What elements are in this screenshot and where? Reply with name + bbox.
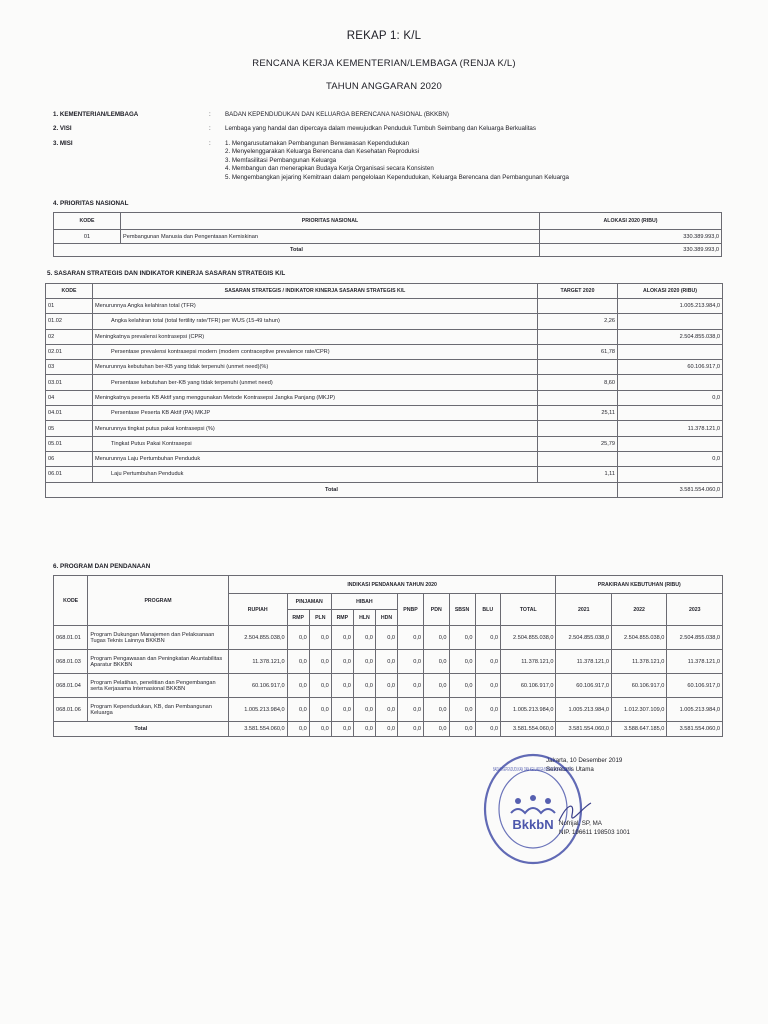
table-row [46,329,723,344]
cell-kode: 068.01.01 [54,626,88,650]
cell-2021: 1.005.213.984,0 [556,698,611,722]
cell-alokasi: 0,0 [618,390,723,405]
table-row [54,230,722,244]
cell-program: Program Pengawasan dan Peningkatan Akuntabilitas Aparatur BKKBN [88,650,228,674]
col-indikasi: INDIKASI PENDANAAN TAHUN 2020 [228,576,556,594]
cell-alokasi [618,406,723,421]
cell-kode: 01.02 [46,314,93,329]
cell-target: 25,79 [538,436,618,451]
cell-hln: 0,0 [353,722,375,737]
cell-kode: 01 [46,299,93,314]
field-value-visi: Lembaga yang handal dan dipercaya dalam mewujudkan Penduduk Tumbuh Seimbang dan Keluarga Berkualitas [225,125,536,132]
misi-list [225,140,569,182]
cell-2023: 3.581.554.060,0 [667,722,723,737]
col-pinjaman: PINJAMAN [287,594,331,610]
cell-alokasi: 330.389.993,0 [540,230,722,244]
table-row [46,360,723,375]
cell-pnbp: 0,0 [398,722,424,737]
cell-hdn: 0,0 [375,698,397,722]
cell-indikator: Persentase Peserta KB Aktif (PA) MKJP [93,406,538,421]
cell-alokasi [618,375,723,390]
cell-hln: 0,0 [353,626,375,650]
cell-rupiah: 2.504.855.038,0 [228,626,287,650]
col-pnbp: PNBP [398,594,424,626]
cell-target: 2,26 [538,314,618,329]
cell-target: 8,60 [538,375,618,390]
cell-total: 60.106.917,0 [501,674,556,698]
cell-pdn: 0,0 [424,698,450,722]
col-kode: KODE [54,576,88,626]
cell-pnbp: 0,0 [398,650,424,674]
total-row [54,244,722,257]
official-stamp [471,749,601,869]
cell-alokasi: 11.378.121,0 [618,421,723,436]
signature-icon [559,803,591,821]
cell-2022: 60.106.917,0 [611,674,666,698]
bkkbn-logo-icon [511,795,555,813]
cell-rmp: 0,0 [287,626,309,650]
cell-hln: 0,0 [353,698,375,722]
table-row [46,299,723,314]
cell-indikator: Persentase prevalensi kontrasepsi modern (modern contraceptive prevalence rate/CPR) [93,344,538,359]
field-label-kl: 1. KEMENTERIAN/LEMBAGA [53,111,139,118]
cell-2021: 3.581.554.060,0 [556,722,611,737]
total-label: Total [46,482,618,497]
cell-pdn: 0,0 [424,650,450,674]
col-pln: PLN [309,610,331,626]
col-sasaran: SASARAN STRATEGIS / INDIKATOR KINERJA SASARAN STRATEGIS K/L [93,284,538,299]
cell-blu: 0,0 [475,698,501,722]
cell-alokasi [618,314,723,329]
table-row [46,451,723,466]
cell-pln: 0,0 [309,626,331,650]
cell-2021: 11.378.121,0 [556,650,611,674]
page-title: REKAP 1: K/L [346,30,422,42]
misi-item: 4. Membangun dan menerapkan Budaya Kerja Organisasi secara Konsisten [225,165,434,173]
col-prioritas: PRIORITAS NASIONAL [121,213,540,230]
col-sbsn: SBSN [449,594,475,626]
table-row [46,375,723,390]
col-kode: KODE [54,213,121,230]
cell-kode: 04.01 [46,406,93,421]
cell-2022: 11.378.121,0 [611,650,666,674]
col-total: TOTAL [501,594,556,626]
cell-kode: 068.01.04 [54,674,88,698]
cell-indikator: Tingkat Putus Pakai Kontrasepsi [93,436,538,451]
total-value: 3.581.554.060,0 [618,482,723,497]
cell-pdn: 0,0 [424,626,450,650]
cell-pln: 0,0 [309,698,331,722]
cell-indikator: Angka kelahiran total (total fertility rate/TFR) per WUS (15-49 tahun) [93,314,538,329]
col-hibah: HIBAH [331,594,397,610]
misi-item: 3. Memfasilitasi Pembangunan Keluarga [225,156,337,164]
cell-rupiah: 1.005.213.984,0 [228,698,287,722]
cell-total: 3.581.554.060,0 [501,722,556,737]
cell-kode: 04 [46,390,93,405]
cell-kode: 02 [46,329,93,344]
cell-rmp-hibah: 0,0 [331,650,353,674]
cell-total: 11.378.121,0 [501,650,556,674]
cell-target [538,299,618,314]
table-row [54,698,723,722]
cell-sasaran: Menurunnya tingkat putus pakai kontrasepsi (%) [93,421,538,436]
section-4-title: 4. PRIORITAS NASIONAL [53,200,129,207]
cell-kode: 05.01 [46,436,93,451]
cell-hdn: 0,0 [375,722,397,737]
table-row [46,390,723,405]
cell-2021: 60.106.917,0 [556,674,611,698]
cell-alokasi [618,436,723,451]
total-row [54,722,723,737]
sign-name: Nofrijal, SP, MA [559,820,602,827]
cell-pnbp: 0,0 [398,674,424,698]
cell-pdn: 0,0 [424,674,450,698]
cell-sbsn: 0,0 [449,650,475,674]
stamp-logo-text: BkkbN [512,817,554,832]
table-row [54,626,723,650]
section-5-title: 5. SASARAN STRATEGIS DAN INDIKATOR KINERJA SASARAN STRATEGIS K/L [47,270,286,277]
cell-rupiah: 3.581.554.060,0 [228,722,287,737]
cell-indikator: Persentase kebutuhan ber-KB yang tidak terpenuhi (unmet need) [93,375,538,390]
cell-sbsn: 0,0 [449,722,475,737]
cell-alokasi [618,344,723,359]
cell-rmp: 0,0 [287,650,309,674]
sign-place-date: Jakarta, 10 Desember 2019 [546,757,623,764]
col-target: TARGET 2020 [538,284,618,299]
col-2023: 2023 [667,594,723,626]
cell-target: 61,78 [538,344,618,359]
cell-kode: 05 [46,421,93,436]
cell-hdn: 0,0 [375,626,397,650]
col-rupiah: RUPIAH [228,594,287,626]
table-row [54,650,723,674]
total-value: 330.389.993,0 [540,244,722,257]
col-hdn: HDN [375,610,397,626]
col-alokasi: ALOKASI 2020 (RIBU) [540,213,722,230]
cell-2023: 1.005.213.984,0 [667,698,723,722]
table-row [46,314,723,329]
cell-rmp-hibah: 0,0 [331,698,353,722]
col-prakiraan: PRAKIRAAN KEBUTUHAN (RIBU) [556,576,723,594]
cell-sbsn: 0,0 [449,698,475,722]
cell-rmp-hibah: 0,0 [331,626,353,650]
col-rmp-hibah: RMP [331,610,353,626]
cell-kode: 068.01.03 [54,650,88,674]
cell-hdn: 0,0 [375,650,397,674]
cell-rupiah: 60.106.917,0 [228,674,287,698]
stamp-text: BADAN KEPENDUDUKAN DAN KELUARGA BERENCANA NASIONAL [493,767,573,773]
cell-2022: 3.588.647.185,0 [611,722,666,737]
field-colon: : [209,125,211,132]
col-alokasi: ALOKASI 2020 (RIBU) [618,284,723,299]
cell-sasaran: Meningkatnya prevalensi kontrasepsi (CPR) [93,329,538,344]
cell-target: 25,11 [538,406,618,421]
col-kode: KODE [46,284,93,299]
cell-sbsn: 0,0 [449,626,475,650]
field-value-kl: BADAN KEPENDUDUKAN DAN KELUARGA BERENCANA NASIONAL (BKKBN) [225,111,449,118]
col-rmp: RMP [287,610,309,626]
col-blu: BLU [475,594,501,626]
col-2021: 2021 [556,594,611,626]
sasaran-table [45,283,723,498]
field-label-visi: 2. VISI [53,125,72,132]
cell-hln: 0,0 [353,674,375,698]
cell-kode: 01 [54,230,121,244]
field-label-misi: 3. MISI [53,140,73,147]
cell-2022: 2.504.855.038,0 [611,626,666,650]
cell-alokasi: 1.005.213.984,0 [618,299,723,314]
cell-pnbp: 0,0 [398,698,424,722]
misi-item: 2. Menyelenggarakan Keluarga Berencana dan Kesehatan Reproduksi [225,148,420,156]
cell-hdn: 0,0 [375,674,397,698]
field-colon: : [209,111,211,118]
cell-alokasi: 0,0 [618,451,723,466]
cell-kode: 03 [46,360,93,375]
total-label: Total [54,722,229,737]
cell-pnbp: 0,0 [398,626,424,650]
cell-target: 1,11 [538,467,618,482]
cell-rupiah: 11.378.121,0 [228,650,287,674]
cell-rmp: 0,0 [287,698,309,722]
cell-2022: 1.012.307.109,0 [611,698,666,722]
col-program: PROGRAM [88,576,228,626]
cell-kode: 06.01 [46,467,93,482]
cell-2023: 60.106.917,0 [667,674,723,698]
cell-2023: 11.378.121,0 [667,650,723,674]
cell-alokasi: 60.106.917,0 [618,360,723,375]
table-row [54,674,723,698]
field-colon: : [209,140,211,147]
cell-target [538,329,618,344]
cell-sasaran: Meningkatnya peserta KB Aktif yang menggunakan Metode Kontrasepsi Jangka Panjang (MKJP) [93,390,538,405]
cell-target [538,360,618,375]
sign-nip: NIP. 196611 198503 1001 [559,829,630,836]
col-2022: 2022 [611,594,666,626]
cell-kode: 02.01 [46,344,93,359]
cell-program: Program Kependudukan, KB, dan Pembangunan Keluarga [88,698,228,722]
cell-blu: 0,0 [475,722,501,737]
cell-2021: 2.504.855.038,0 [556,626,611,650]
cell-alokasi: 2.504.855.038,0 [618,329,723,344]
cell-total: 2.504.855.038,0 [501,626,556,650]
cell-target [538,390,618,405]
cell-blu: 0,0 [475,626,501,650]
cell-pln: 0,0 [309,674,331,698]
cell-2023: 2.504.855.038,0 [667,626,723,650]
cell-hln: 0,0 [353,650,375,674]
misi-item: 5. Mengembangkan jejaring Kemitraan dalam pengelolaan Kependudukan, Keluarga Berencana dan Pembangunan Keluarga [225,173,569,181]
cell-total: 1.005.213.984,0 [501,698,556,722]
cell-target [538,451,618,466]
col-hln: HLN [353,610,375,626]
cell-kode: 03.01 [46,375,93,390]
total-row [46,482,723,497]
program-table [53,575,723,737]
cell-blu: 0,0 [475,650,501,674]
cell-target [538,421,618,436]
cell-kode: 068.01.06 [54,698,88,722]
prioritas-table [53,212,722,257]
cell-sbsn: 0,0 [449,674,475,698]
section-6-title: 6. PROGRAM DAN PENDANAAN [53,563,151,570]
cell-indikator: Laju Pertumbuhan Penduduk [93,467,538,482]
cell-rmp: 0,0 [287,722,309,737]
cell-program: Program Dukungan Manajemen dan Pelaksanaan Tugas Teknis Lainnya BKKBN [88,626,228,650]
table-row [46,406,723,421]
sign-position: Sekretaris Utama [546,766,594,773]
page-subtitle: RENCANA KERJA KEMENTERIAN/LEMBAGA (RENJA K/L) [252,58,516,69]
misi-item: 1. Mengarusutamakan Pembangunan Berwawasan Kependudukan [225,140,410,147]
table-row [46,467,723,482]
cell-program: Program Pelatihan, penelitian dan Pengembangan serta Kerjasama Internasional BKKBN [88,674,228,698]
cell-rmp: 0,0 [287,674,309,698]
cell-prioritas: Pembangunan Manusia dan Pengentasan Kemiskinan [121,230,540,244]
cell-pdn: 0,0 [424,722,450,737]
cell-rmp-hibah: 0,0 [331,722,353,737]
cell-sasaran: Menurunnya Angka kelahiran total (TFR) [93,299,538,314]
total-label: Total [54,244,540,257]
table-row [46,421,723,436]
cell-pln: 0,0 [309,722,331,737]
fiscal-year: TAHUN ANGGARAN 2020 [325,81,443,92]
cell-sasaran: Menurunnya Laju Pertumbuhan Penduduk [93,451,538,466]
cell-pln: 0,0 [309,650,331,674]
cell-alokasi [618,467,723,482]
table-row [46,344,723,359]
col-pdn: PDN [424,594,450,626]
cell-kode: 06 [46,451,93,466]
cell-rmp-hibah: 0,0 [331,674,353,698]
table-row [46,436,723,451]
cell-blu: 0,0 [475,674,501,698]
cell-sasaran: Menurunnya kebutuhan ber-KB yang tidak terpenuhi (unmet need)(%) [93,360,538,375]
